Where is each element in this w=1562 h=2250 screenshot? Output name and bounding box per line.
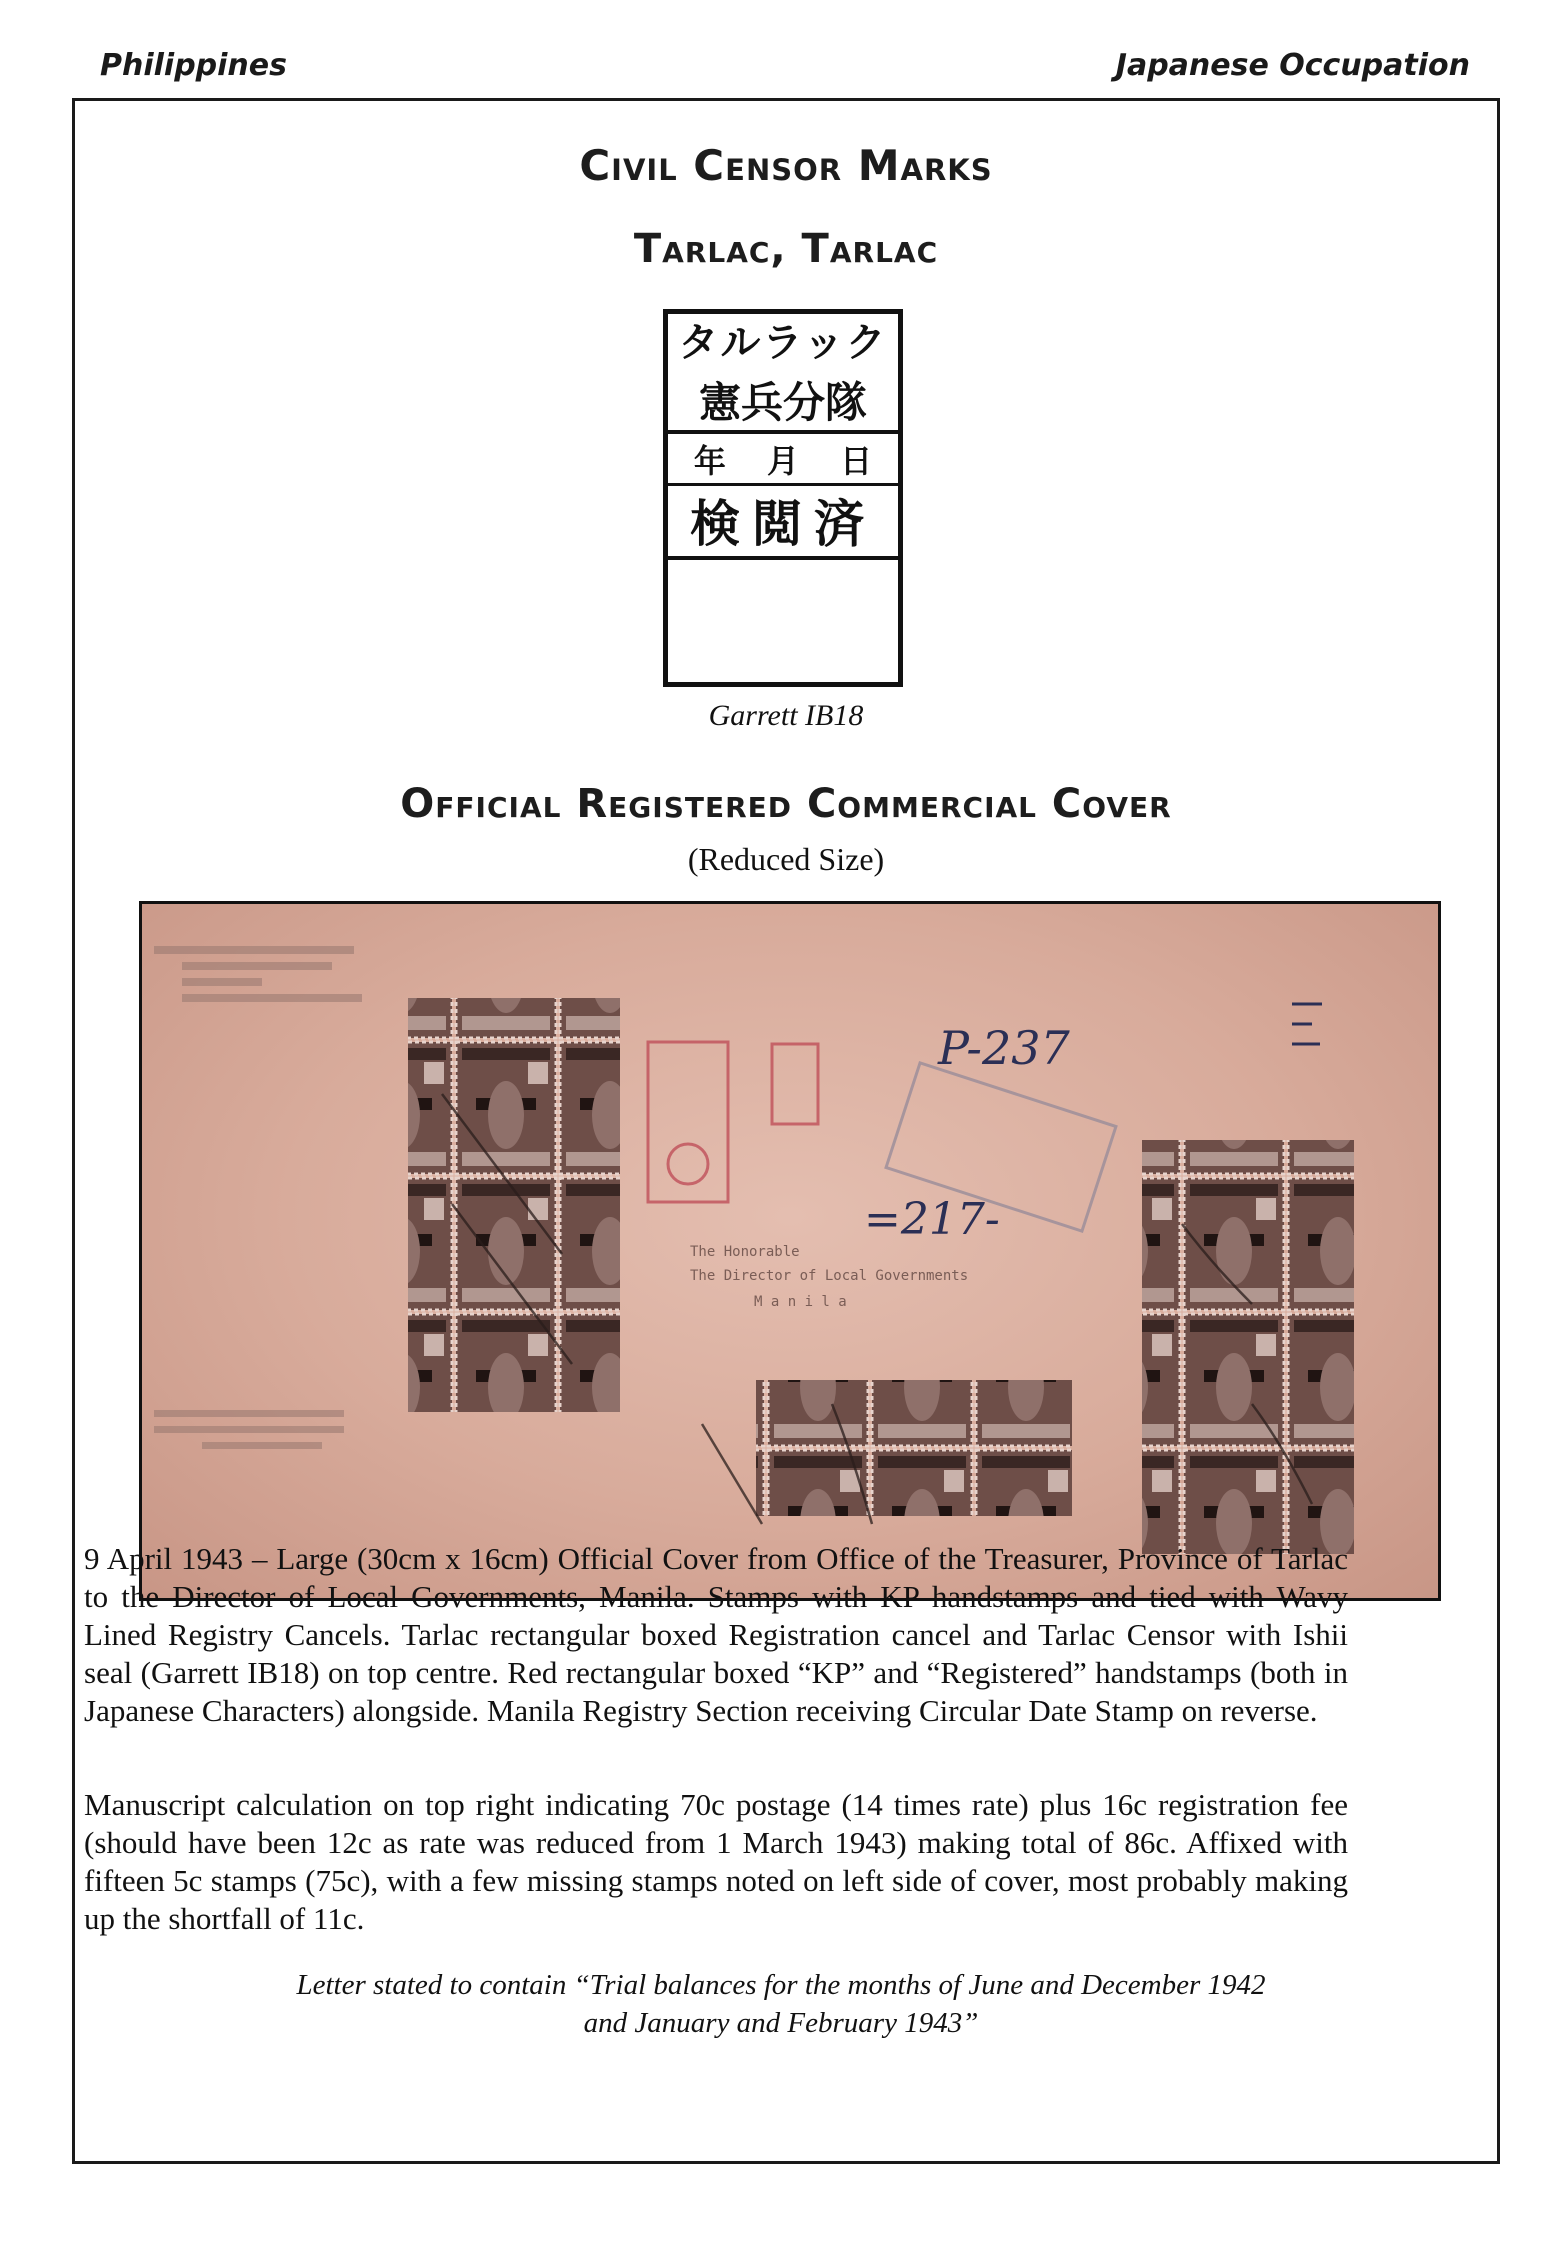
- return-address-lines: [154, 946, 362, 1449]
- stamp-block-left: [408, 998, 620, 1412]
- addressee-line-1: The Honorable: [690, 1244, 800, 1260]
- manuscript-calc: =217-: [864, 1194, 1000, 1245]
- contents-note-line-2: and January and February 1943”: [583, 2007, 979, 2039]
- censor-mark-row-3: 年 月 日: [668, 436, 898, 486]
- censor-mark-caption: Garrett IB18: [708, 699, 864, 732]
- cover-illustration: [142, 904, 1438, 1598]
- page-title: Civil Censor Marks: [579, 141, 993, 190]
- cover-title: Official Registered Commercial Cover: [400, 781, 1172, 827]
- cover-image: [139, 901, 1441, 1601]
- description-paragraph-1: 9 April 1943 – Large (30cm x 16cm) Official Cover from Office of the Treasurer, Province of Tarlac to the Director of Local Governments, Manila. Stamps with KP handstamps and tied with Wavy Lined Registry Cancels. Tarlac rectangular boxed Registration cancel and Tarlac Censor with Ishii seal (Garrett IB18) on top centre. Red rectangular boxed “KP” and “Registered” handstamps (both in Japanese Characters) alongside. Manila Registry Section receiving Circular Date Stamp on reverse.: [84, 1541, 1348, 1728]
- header-country: Philippines: [100, 48, 287, 83]
- contents-note: [0, 1966, 1562, 2042]
- contents-note-line-1: Letter stated to contain “Trial balances for the months of June and December 1942: [296, 1969, 1266, 2001]
- stamp-strip-bottom: [756, 1380, 1072, 1516]
- description-paragraph-2: Manuscript calculation on top right indicating 70c postage (14 times rate) plus 16c registration fee (should have been 12c as rate was reduced from 1 March 1943) making total of 86c. Affixed with fifteen 5c stamps (75c), with a few missing stamps noted on left side of cover, most probably making up the shortfall of 11c.: [84, 1787, 1348, 1936]
- cover-subtitle: (Reduced Size): [687, 841, 885, 877]
- stamp-block-right: [1142, 1140, 1354, 1554]
- censor-mark-row-1: タルラック: [678, 320, 888, 366]
- addressee-line-2: The Director of Local Governments: [690, 1268, 969, 1284]
- censor-mark-row-4: 検閲済: [668, 488, 898, 560]
- header-section: Japanese Occupation: [1115, 48, 1470, 83]
- censor-mark-illustration: [663, 309, 903, 687]
- manuscript-number: P-237: [938, 1021, 1070, 1075]
- manuscript-marks: [1292, 1004, 1322, 1044]
- addressee-line-3: M a n i l a: [754, 1294, 847, 1310]
- censor-mark-row-2: 憲兵分隊: [668, 372, 898, 434]
- place-title: Tarlac, Tarlac: [633, 226, 939, 272]
